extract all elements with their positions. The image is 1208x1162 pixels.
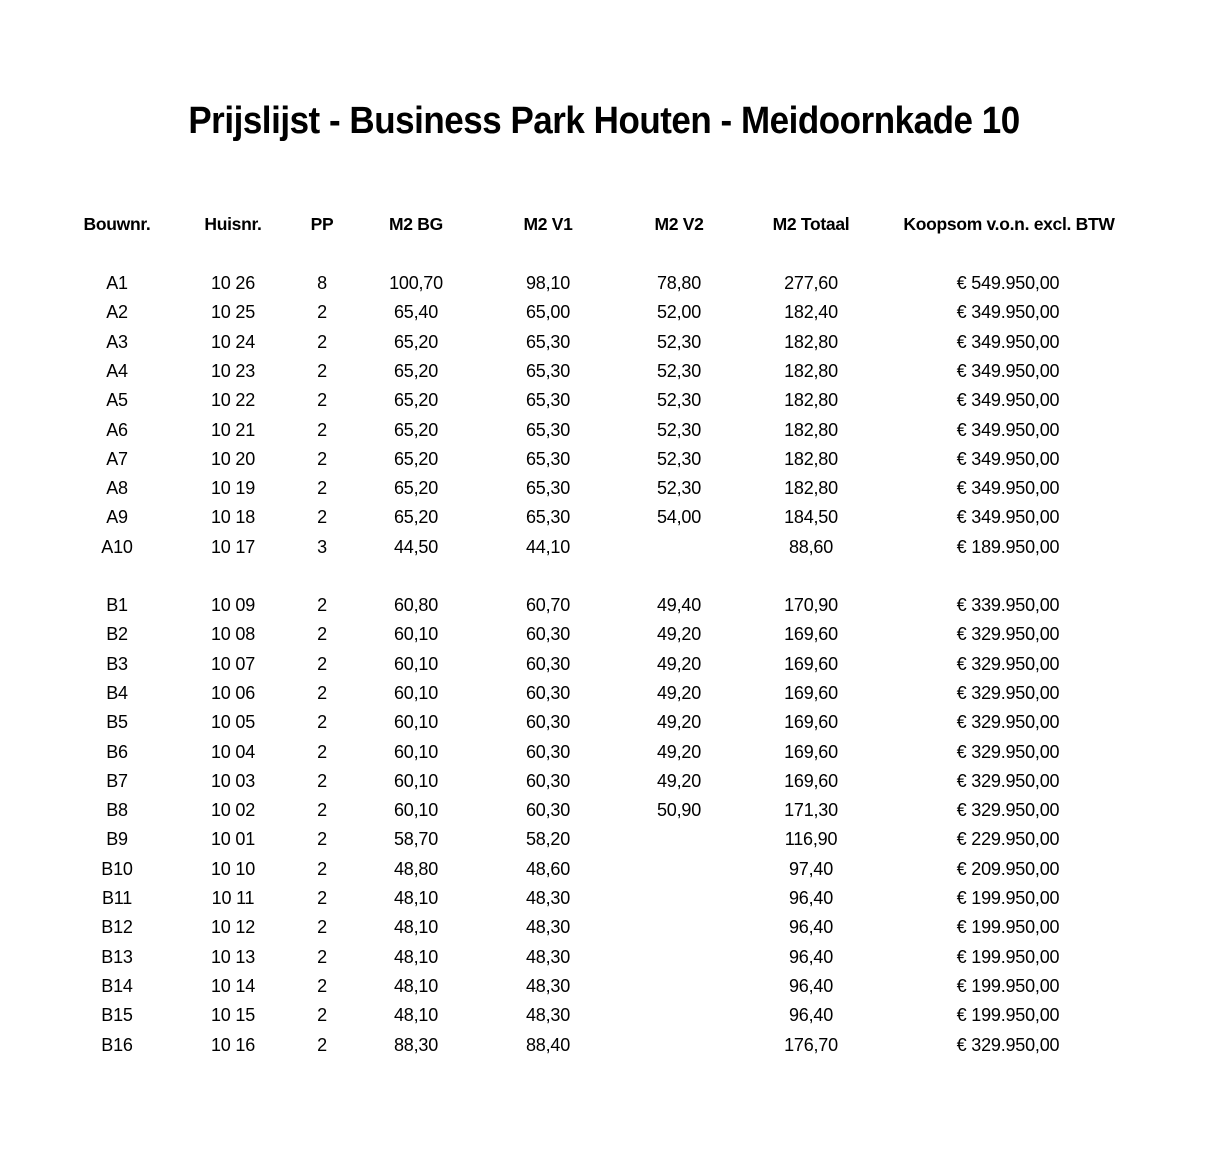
table-row — [0, 742, 1208, 770]
cell-m2-totaal: 182,80 — [784, 448, 838, 469]
table-row — [0, 302, 1208, 330]
cell-m2-v1: 58,20 — [525, 829, 571, 850]
cell-bouwnr: A2 — [106, 302, 128, 323]
cell-m2-v1: 48,30 — [525, 1005, 571, 1026]
cell-m2-totaal: 171,30 — [784, 800, 838, 821]
cell-huisnr: 10 02 — [210, 800, 256, 821]
cell-m2-v1: 60,30 — [525, 741, 571, 762]
cell-m2-v2: 49,20 — [656, 624, 702, 645]
cell-m2-totaal: 184,50 — [784, 507, 838, 528]
table-row — [0, 683, 1208, 711]
cell-m2-totaal: 169,60 — [784, 682, 838, 703]
cell-m2-bg: 65,20 — [393, 390, 439, 411]
cell-koopsom: € 339.950,00 — [956, 595, 1060, 615]
cell-m2-v1: 65,30 — [525, 478, 571, 499]
cell-m2-v2: 49,20 — [656, 682, 702, 703]
cell-m2-v1: 98,10 — [525, 273, 571, 293]
cell-m2-v1: 60,70 — [525, 595, 571, 615]
cell-koopsom: € 329.950,00 — [956, 770, 1060, 791]
cell-huisnr: 10 25 — [210, 302, 256, 323]
cell-koopsom: € 329.950,00 — [956, 653, 1060, 674]
cell-m2-v2: 78,80 — [656, 273, 702, 293]
cell-bouwnr: B5 — [106, 712, 128, 733]
cell-m2-bg: 48,10 — [393, 1005, 439, 1026]
cell-koopsom: € 189.950,00 — [956, 536, 1060, 557]
table-row — [0, 420, 1208, 448]
cell-pp: 2 — [317, 302, 327, 323]
cell-koopsom: € 329.950,00 — [956, 1034, 1060, 1055]
cell-m2-bg: 48,10 — [393, 888, 439, 908]
cell-pp: 2 — [317, 800, 327, 821]
table-row — [0, 859, 1208, 887]
cell-m2-totaal: 96,40 — [788, 975, 834, 996]
cell-m2-totaal: 169,60 — [784, 653, 838, 674]
cell-m2-v2: 52,30 — [656, 448, 702, 469]
cell-m2-totaal: 182,80 — [784, 331, 838, 352]
cell-m2-totaal: 116,90 — [784, 829, 838, 850]
cell-m2-totaal: 277,60 — [784, 273, 838, 293]
cell-koopsom: € 329.950,00 — [956, 624, 1060, 645]
cell-m2-totaal: 182,80 — [784, 419, 838, 440]
cell-m2-v1: 65,30 — [525, 360, 571, 381]
cell-m2-totaal: 169,60 — [784, 770, 838, 791]
cell-koopsom: € 199.950,00 — [956, 946, 1060, 967]
cell-huisnr: 10 14 — [210, 975, 256, 996]
cell-m2-bg: 48,80 — [393, 858, 439, 879]
cell-huisnr: 10 09 — [210, 595, 256, 615]
cell-bouwnr: A1 — [106, 273, 128, 293]
cell-koopsom: € 349.950,00 — [956, 390, 1060, 411]
cell-m2-v2: 50,90 — [656, 800, 702, 821]
cell-koopsom: € 349.950,00 — [956, 360, 1060, 381]
cell-huisnr: 10 12 — [210, 917, 256, 938]
table-row — [0, 888, 1208, 916]
cell-m2-v1: 60,30 — [525, 682, 571, 703]
cell-bouwnr: B8 — [106, 800, 128, 821]
cell-koopsom: € 199.950,00 — [956, 888, 1060, 908]
cell-huisnr: 10 24 — [210, 331, 256, 352]
cell-koopsom: € 349.950,00 — [956, 507, 1060, 528]
cell-koopsom: € 199.950,00 — [956, 1005, 1060, 1026]
cell-m2-bg: 65,20 — [393, 478, 439, 499]
table-row — [0, 947, 1208, 975]
cell-m2-totaal: 182,80 — [784, 360, 838, 381]
cell-m2-v1: 60,30 — [525, 653, 571, 674]
cell-m2-totaal: 176,70 — [784, 1034, 838, 1055]
cell-bouwnr: B4 — [106, 682, 128, 703]
cell-m2-v1: 65,30 — [525, 419, 571, 440]
cell-bouwnr: B3 — [106, 653, 128, 674]
cell-bouwnr: A5 — [106, 390, 128, 411]
cell-m2-totaal: 169,60 — [784, 741, 838, 762]
cell-huisnr: 10 04 — [210, 741, 256, 762]
cell-koopsom: € 349.950,00 — [956, 419, 1060, 440]
cell-bouwnr: B10 — [101, 858, 133, 879]
cell-bouwnr: A9 — [106, 507, 128, 528]
cell-m2-totaal: 96,40 — [788, 917, 834, 938]
cell-m2-v1: 65,30 — [525, 507, 571, 528]
cell-bouwnr: A7 — [106, 448, 128, 469]
cell-m2-bg: 60,10 — [393, 800, 439, 821]
column-header-bouwnr: Bouwnr. — [83, 214, 151, 234]
cell-bouwnr: A8 — [106, 478, 128, 499]
cell-pp: 2 — [317, 741, 327, 762]
cell-bouwnr: B1 — [106, 595, 128, 615]
cell-m2-v1: 48,30 — [525, 917, 571, 938]
cell-m2-bg: 60,10 — [393, 712, 439, 733]
cell-huisnr: 10 20 — [210, 448, 256, 469]
cell-bouwnr: B12 — [101, 917, 133, 938]
cell-m2-totaal: 96,40 — [788, 946, 834, 967]
cell-m2-totaal: 97,40 — [788, 858, 834, 879]
cell-pp: 2 — [317, 1034, 327, 1055]
cell-m2-v2: 49,40 — [656, 595, 702, 615]
cell-huisnr: 10 21 — [210, 419, 256, 440]
table-row — [0, 361, 1208, 389]
column-header-koopsom: Koopsom v.o.n. excl. BTW — [903, 214, 1115, 234]
cell-m2-totaal: 169,60 — [784, 624, 838, 645]
table-header — [0, 214, 1208, 238]
cell-m2-bg: 60,10 — [393, 624, 439, 645]
cell-huisnr: 10 10 — [210, 858, 256, 879]
table-row — [0, 829, 1208, 857]
cell-pp: 2 — [317, 478, 327, 499]
cell-m2-totaal: 96,40 — [788, 1005, 834, 1026]
cell-pp: 2 — [317, 770, 327, 791]
cell-pp: 2 — [317, 331, 327, 352]
table-row — [0, 712, 1208, 740]
cell-m2-v2: 52,00 — [656, 302, 702, 323]
cell-huisnr: 10 19 — [210, 478, 256, 499]
cell-koopsom: € 199.950,00 — [956, 917, 1060, 938]
cell-huisnr: 10 08 — [210, 624, 256, 645]
table-row — [0, 624, 1208, 652]
cell-koopsom: € 199.950,00 — [956, 975, 1060, 996]
page-title: Prijslijst - Business Park Houten - Meidoornkade 10 — [188, 100, 1020, 142]
cell-pp: 8 — [317, 273, 327, 293]
cell-m2-bg: 65,20 — [393, 331, 439, 352]
column-header-m2-v1: M2 V1 — [523, 214, 573, 234]
cell-m2-bg: 88,30 — [393, 1034, 439, 1055]
cell-pp: 3 — [317, 536, 327, 557]
cell-huisnr: 10 01 — [210, 829, 256, 850]
cell-pp: 2 — [317, 624, 327, 645]
cell-bouwnr: B13 — [101, 946, 133, 967]
cell-m2-v1: 60,30 — [525, 800, 571, 821]
cell-m2-v1: 48,30 — [525, 888, 571, 908]
cell-m2-v2: 52,30 — [656, 360, 702, 381]
cell-m2-totaal: 88,60 — [788, 536, 834, 557]
cell-m2-bg: 100,70 — [389, 273, 443, 293]
cell-m2-totaal: 170,90 — [784, 595, 838, 615]
table-row — [0, 800, 1208, 828]
cell-m2-v1: 48,60 — [525, 858, 571, 879]
cell-huisnr: 10 13 — [210, 946, 256, 967]
cell-m2-bg: 65,40 — [393, 302, 439, 323]
cell-m2-totaal: 169,60 — [784, 712, 838, 733]
cell-bouwnr: A10 — [101, 536, 133, 557]
cell-bouwnr: B7 — [106, 770, 128, 791]
table-row — [0, 1035, 1208, 1063]
cell-m2-bg: 60,80 — [393, 595, 439, 615]
cell-huisnr: 10 06 — [210, 682, 256, 703]
cell-koopsom: € 329.950,00 — [956, 741, 1060, 762]
cell-huisnr: 10 18 — [210, 507, 256, 528]
cell-koopsom: € 329.950,00 — [956, 682, 1060, 703]
cell-huisnr: 10 17 — [210, 536, 256, 557]
cell-m2-v1: 65,30 — [525, 331, 571, 352]
cell-koopsom: € 349.950,00 — [956, 302, 1060, 323]
table-row — [0, 771, 1208, 799]
cell-huisnr: 10 22 — [210, 390, 256, 411]
cell-m2-bg: 65,20 — [393, 419, 439, 440]
cell-koopsom: € 349.950,00 — [956, 331, 1060, 352]
cell-pp: 2 — [317, 448, 327, 469]
cell-bouwnr: B2 — [106, 624, 128, 645]
cell-pp: 2 — [317, 946, 327, 967]
cell-koopsom: € 549.950,00 — [956, 273, 1060, 293]
cell-pp: 2 — [317, 975, 327, 996]
cell-huisnr: 10 26 — [210, 273, 256, 293]
cell-m2-v2: 49,20 — [656, 712, 702, 733]
cell-huisnr: 10 11 — [211, 888, 255, 908]
column-header-m2-totaal: M2 Totaal — [772, 214, 850, 234]
cell-huisnr: 10 07 — [210, 653, 256, 674]
cell-bouwnr: B15 — [101, 1005, 133, 1026]
cell-m2-v2: 52,30 — [656, 478, 702, 499]
cell-m2-totaal: 182,80 — [784, 478, 838, 499]
cell-m2-v1: 65,30 — [525, 390, 571, 411]
cell-m2-v1: 65,30 — [525, 448, 571, 469]
table-row — [0, 654, 1208, 682]
cell-m2-v1: 88,40 — [525, 1034, 571, 1055]
cell-koopsom: € 349.950,00 — [956, 478, 1060, 499]
cell-koopsom: € 329.950,00 — [956, 800, 1060, 821]
cell-m2-v1: 48,30 — [525, 946, 571, 967]
cell-huisnr: 10 05 — [210, 712, 256, 733]
column-header-huisnr: Huisnr. — [204, 214, 262, 234]
cell-m2-v1: 48,30 — [525, 975, 571, 996]
table-row — [0, 478, 1208, 506]
cell-huisnr: 10 16 — [210, 1034, 256, 1055]
cell-bouwnr: B9 — [106, 829, 128, 850]
cell-bouwnr: A6 — [106, 419, 128, 440]
cell-pp: 2 — [317, 712, 327, 733]
cell-m2-v2: 54,00 — [656, 507, 702, 528]
cell-m2-totaal: 96,40 — [788, 888, 834, 908]
cell-pp: 2 — [317, 595, 327, 615]
cell-m2-bg: 44,50 — [393, 536, 439, 557]
cell-pp: 2 — [317, 390, 327, 411]
cell-bouwnr: A4 — [106, 360, 128, 381]
cell-m2-v1: 65,00 — [525, 302, 571, 323]
cell-pp: 2 — [317, 1005, 327, 1026]
column-header-m2-v2: M2 V2 — [654, 214, 704, 234]
cell-koopsom: € 329.950,00 — [956, 712, 1060, 733]
column-header-m2-bg: M2 BG — [389, 214, 443, 234]
cell-m2-totaal: 182,40 — [784, 302, 838, 323]
cell-pp: 2 — [317, 653, 327, 674]
cell-m2-v2: 49,20 — [656, 741, 702, 762]
cell-m2-bg: 60,10 — [393, 682, 439, 703]
cell-pp: 2 — [317, 917, 327, 938]
cell-m2-bg: 48,10 — [393, 946, 439, 967]
cell-koopsom: € 229.950,00 — [956, 829, 1060, 850]
cell-m2-totaal: 182,80 — [784, 390, 838, 411]
cell-m2-v2: 49,20 — [656, 653, 702, 674]
cell-huisnr: 10 03 — [210, 770, 256, 791]
table-row — [0, 390, 1208, 418]
cell-m2-bg: 60,10 — [393, 741, 439, 762]
cell-bouwnr: B14 — [101, 975, 133, 996]
cell-m2-bg: 65,20 — [393, 360, 439, 381]
cell-m2-bg: 58,70 — [393, 829, 439, 850]
table-row — [0, 595, 1208, 623]
cell-m2-v2: 49,20 — [656, 770, 702, 791]
cell-bouwnr: B16 — [101, 1034, 133, 1055]
cell-m2-bg: 60,10 — [393, 653, 439, 674]
table-row — [0, 537, 1208, 565]
cell-pp: 2 — [317, 507, 327, 528]
cell-m2-v2: 52,30 — [656, 331, 702, 352]
cell-pp: 2 — [317, 829, 327, 850]
table-row — [0, 507, 1208, 535]
cell-m2-v2: 52,30 — [656, 419, 702, 440]
cell-bouwnr: B11 — [101, 888, 133, 908]
cell-pp: 2 — [317, 888, 327, 908]
cell-pp: 2 — [317, 360, 327, 381]
cell-m2-bg: 65,20 — [393, 507, 439, 528]
cell-pp: 2 — [317, 858, 327, 879]
cell-m2-bg: 48,10 — [393, 975, 439, 996]
cell-bouwnr: B6 — [106, 741, 128, 762]
cell-m2-v1: 60,30 — [525, 712, 571, 733]
cell-m2-bg: 48,10 — [393, 917, 439, 938]
table-row — [0, 917, 1208, 945]
cell-m2-v2: 52,30 — [656, 390, 702, 411]
table-row — [0, 273, 1208, 301]
cell-pp: 2 — [317, 419, 327, 440]
table-row — [0, 449, 1208, 477]
cell-pp: 2 — [317, 682, 327, 703]
cell-bouwnr: A3 — [106, 331, 128, 352]
cell-koopsom: € 209.950,00 — [956, 858, 1060, 879]
table-row — [0, 332, 1208, 360]
table-row — [0, 976, 1208, 1004]
table-row — [0, 1005, 1208, 1033]
cell-m2-bg: 60,10 — [393, 770, 439, 791]
cell-koopsom: € 349.950,00 — [956, 448, 1060, 469]
cell-m2-v1: 60,30 — [525, 624, 571, 645]
cell-huisnr: 10 23 — [210, 360, 256, 381]
cell-huisnr: 10 15 — [210, 1005, 256, 1026]
column-header-pp: PP — [310, 214, 334, 234]
cell-m2-bg: 65,20 — [393, 448, 439, 469]
cell-m2-v1: 60,30 — [525, 770, 571, 791]
cell-m2-v1: 44,10 — [525, 536, 571, 557]
